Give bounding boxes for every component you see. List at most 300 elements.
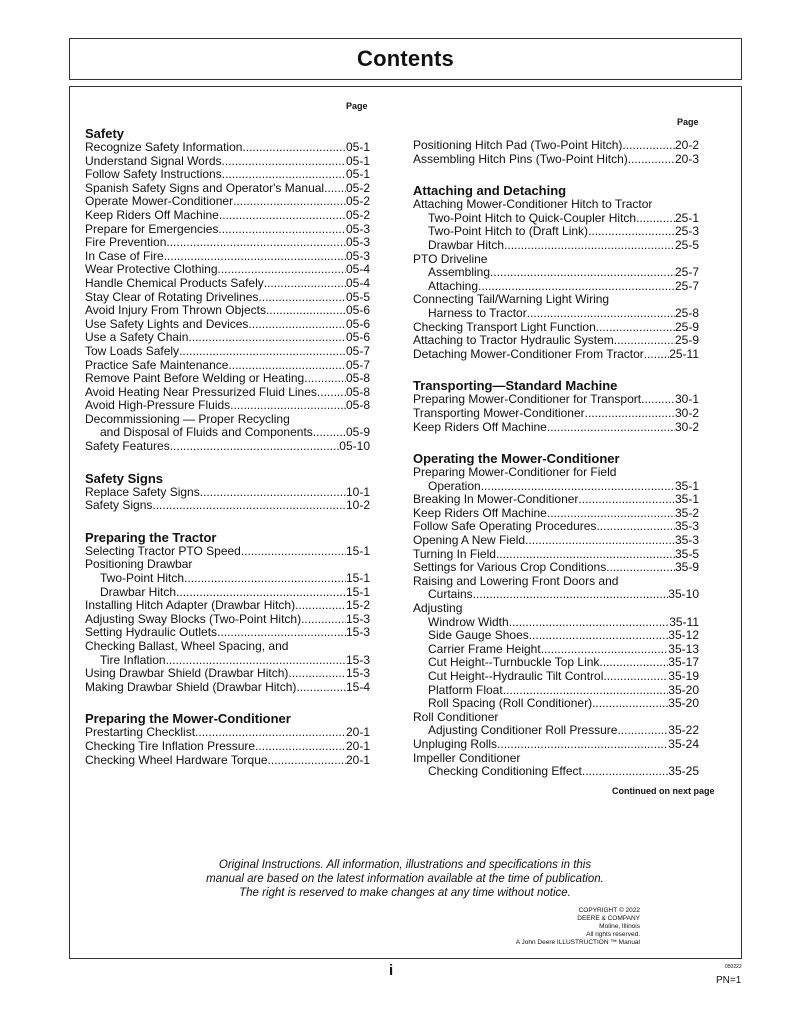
dot-leader	[248, 318, 346, 332]
toc-entry-page: 10-1	[345, 484, 370, 499]
toc-entry-label: Checking Conditioning Effect	[428, 764, 582, 779]
toc-entry[interactable]	[413, 656, 699, 670]
dot-leader	[529, 629, 669, 643]
copyright-block	[480, 907, 640, 947]
toc-entry-label: Replace Safety Signs	[85, 484, 200, 499]
toc-entry-page: 05-10	[339, 439, 370, 454]
toc-entry-page: 05-2	[345, 194, 370, 209]
page-title: Contents	[357, 46, 454, 71]
toc-entry-label: Remove Paint Before Welding or Heating	[85, 371, 305, 386]
toc-entry[interactable]	[413, 293, 699, 307]
section-gap	[85, 513, 370, 530]
toc-entry[interactable]	[413, 321, 699, 335]
dot-leader	[622, 139, 675, 153]
toc-entry-label: Cut Height--Turnbuckle Top Link	[428, 655, 600, 670]
disclaimer-line: Original Instructions. All information, illustrations and specifications in this	[218, 859, 592, 871]
toc-entry[interactable]	[413, 493, 699, 507]
toc-entry[interactable]	[413, 588, 699, 602]
toc-entry-label: Settings for Various Crop Conditions	[413, 560, 607, 575]
toc-entry-label: Wear Protective Clothing	[85, 262, 218, 277]
dot-leader	[233, 195, 346, 209]
toc-entry-label: Checking Wheel Hardware Torque	[85, 752, 268, 767]
toc-entry[interactable]	[85, 654, 370, 668]
toc-entry-label: In Case of Fire	[85, 248, 164, 263]
toc-entry[interactable]	[413, 348, 699, 362]
dot-leader	[644, 348, 669, 362]
toc-entry-page: 05-8	[345, 384, 370, 399]
toc-entry[interactable]	[85, 304, 370, 318]
dot-leader	[641, 393, 675, 407]
toc-entry-page: 35-20	[668, 696, 699, 711]
toc-entry-label: Cut Height--Hydraulic Tilt Control	[428, 669, 604, 683]
toc-entry-label: Decommissioning — Proper Recycling	[85, 411, 290, 426]
section-title: Attaching and Detaching	[413, 183, 567, 199]
dot-leader	[527, 307, 675, 321]
dot-leader	[179, 345, 346, 359]
toc-entry-label: Checking Ballast, Wheel Spacing, and	[85, 639, 289, 653]
copyright-line: Moline, Illinois	[599, 923, 640, 930]
toc-entry[interactable]	[413, 393, 699, 407]
dot-leader	[547, 507, 675, 521]
dot-leader	[219, 209, 346, 223]
toc-entry[interactable]	[85, 413, 370, 427]
toc-entry-label: Unpluging Rolls	[413, 736, 498, 751]
toc-entry-label: Safety Signs	[85, 498, 153, 513]
toc-entry-label: Attaching Mower-Conditioner Hitch to Tractor	[413, 197, 653, 212]
toc-entry-label: Follow Safe Operating Procedures	[413, 519, 597, 534]
dot-leader	[164, 250, 346, 264]
toc-entry[interactable]	[85, 386, 370, 400]
toc-entry-label: Recognize Safety Information	[85, 140, 243, 154]
dot-leader	[222, 155, 346, 169]
dot-leader	[230, 399, 346, 413]
toc-entry[interactable]	[85, 263, 370, 277]
toc-entry-page: 05-7	[345, 357, 370, 372]
section-title: Safety	[85, 126, 125, 141]
toc-entry-page: 30-2	[674, 419, 699, 434]
toc-entry-page: 35-3	[674, 519, 699, 534]
dot-leader	[288, 667, 346, 681]
toc-entry[interactable]	[413, 697, 699, 711]
toc-entry[interactable]	[85, 572, 370, 586]
dot-leader	[582, 765, 668, 779]
toc-entry[interactable]	[413, 643, 699, 657]
toc-entry-label: Stay Clear of Rotating Drivelines	[85, 289, 259, 304]
dot-leader	[592, 697, 668, 711]
dot-leader	[200, 486, 346, 500]
toc-entry[interactable]	[85, 681, 370, 695]
dot-leader	[176, 586, 346, 600]
toc-entry-page: 35-9	[674, 560, 699, 575]
toc-entry[interactable]	[413, 407, 699, 421]
dot-leader	[599, 656, 668, 670]
disclaimer-line: manual are based on the latest information available at the time of publication.	[206, 873, 604, 885]
toc-entry-page: 15-3	[345, 625, 370, 640]
toc-entry-label: Keep Riders Off Machine	[413, 505, 547, 520]
toc-entry-label: Avoid Injury From Thrown Objects	[85, 303, 266, 318]
toc-entry[interactable]	[413, 212, 699, 226]
toc-entry-label: Avoid High-Pressure Fluids	[85, 398, 231, 413]
dot-leader	[296, 681, 346, 695]
toc-entry-page: 15-1	[345, 584, 370, 599]
toc-entry-label: Transporting Mower-Conditioner	[413, 405, 585, 420]
toc-entry[interactable]	[413, 575, 699, 589]
toc-entry-label: Curtains	[428, 587, 473, 602]
toc-entry-label: Two-Point Hitch to Quick-Coupler Hitch	[428, 210, 637, 225]
toc-entry[interactable]	[85, 372, 370, 386]
toc-entry[interactable]	[413, 602, 699, 616]
copyright-line: DEERE & COMPANY	[577, 915, 640, 922]
toc-entry[interactable]	[413, 280, 699, 294]
toc-entry-page: 30-1	[674, 392, 699, 407]
toc-entry-page: 15-2	[345, 598, 370, 613]
section-gap	[413, 166, 699, 183]
toc-entry-page: 20-3	[674, 151, 699, 166]
toc-entry-label: Checking Transport Light Function	[413, 319, 596, 334]
toc-entry-page: 30-2	[674, 405, 699, 420]
copyright-line: A John Deere ILLUSTRUCTION ™ Manual	[515, 939, 640, 946]
toc-entry-label: Adjusting	[413, 601, 463, 616]
dot-leader	[509, 616, 670, 630]
toc-entry[interactable]	[413, 198, 699, 212]
doc-code: 050222	[725, 964, 742, 970]
toc-entry-page: 05-2	[345, 207, 370, 222]
toc-entry[interactable]	[413, 684, 699, 698]
dot-leader	[481, 480, 675, 494]
toc-entry-page: 25-9	[674, 333, 699, 348]
section-gap	[85, 454, 370, 471]
toc-entry-label: Carrier Frame Height	[428, 641, 541, 656]
dot-leader	[218, 263, 346, 277]
toc-entry[interactable]	[413, 466, 699, 480]
dot-leader	[636, 212, 675, 226]
toc-entry[interactable]	[85, 223, 370, 237]
toc-entry[interactable]	[413, 670, 699, 684]
toc-entry-label: Installing Hitch Adapter (Drawbar Hitch)	[85, 598, 296, 613]
toc-entry-label: Avoid Heating Near Pressurized Fluid Lines	[85, 384, 317, 399]
toc-entry[interactable]	[85, 359, 370, 373]
toc-entry-label: Raising and Lowering Front Doors and	[413, 573, 619, 588]
toc-entry-label: Use Safety Lights and Devices	[85, 316, 249, 331]
toc-entry-label: Roll Spacing (Roll Conditioner)	[428, 696, 593, 711]
toc-entry-label: Connecting Tail/Warning Light Wiring	[413, 292, 610, 307]
toc-entry-label: Keep Riders Off Machine	[413, 419, 547, 434]
toc-entry[interactable]	[85, 754, 370, 768]
continued-note: Continued on next page	[612, 786, 715, 796]
toc-entry-page: 15-3	[345, 611, 370, 626]
toc-entry-label: Operate Mower-Conditioner	[85, 194, 234, 209]
dot-leader	[473, 588, 669, 602]
toc-entry-label: Detaching Mower-Conditioner From Tractor	[413, 346, 644, 361]
toc-entry-page: 35-12	[668, 628, 699, 643]
toc-entry-label: Assembling	[428, 265, 491, 280]
toc-entry-label: Turning In Field	[413, 546, 496, 561]
dot-leader	[268, 754, 346, 768]
copyright-line: All rights reserved.	[586, 931, 640, 938]
toc-entry-page: 25-8	[674, 305, 699, 320]
dot-leader	[525, 534, 675, 548]
dot-leader	[255, 740, 346, 754]
toc-entry-label: Two-Point Hitch to (Draft Link)	[428, 224, 589, 239]
toc-entry[interactable]	[85, 291, 370, 305]
section-gap	[413, 361, 699, 378]
toc-entry-page: 15-1	[345, 571, 370, 586]
dot-leader	[241, 545, 346, 559]
dot-leader	[218, 223, 346, 237]
toc-entry-page: 35-11	[669, 614, 699, 629]
dot-leader	[588, 225, 675, 239]
dot-leader	[184, 572, 346, 586]
toc-entry[interactable]	[85, 545, 370, 559]
page-number: i	[389, 962, 394, 979]
toc-entry[interactable]	[85, 486, 370, 500]
toc-entry[interactable]	[413, 480, 699, 494]
toc-entry[interactable]	[85, 640, 370, 654]
toc-entry-page: 15-1	[345, 543, 370, 558]
dot-leader	[547, 421, 675, 435]
toc-entry[interactable]	[85, 440, 370, 454]
toc-entry-page: 05-4	[345, 262, 370, 277]
toc-entry-page: 05-1	[345, 167, 370, 182]
toc-right-column	[413, 139, 699, 779]
toc-entry-label: Handle Chemical Products Safely	[85, 275, 264, 290]
dot-leader	[301, 613, 346, 627]
dot-leader	[228, 359, 346, 373]
toc-entry-label: Drawbar Hitch	[100, 584, 177, 599]
toc-entry[interactable]	[413, 724, 699, 738]
dot-leader	[478, 280, 675, 294]
dot-leader	[242, 141, 346, 155]
dot-leader	[258, 291, 346, 305]
toc-entry[interactable]	[85, 331, 370, 345]
toc-entry[interactable]	[413, 752, 699, 766]
toc-entry-page: 25-1	[674, 210, 699, 225]
toc-entry[interactable]	[85, 586, 370, 600]
toc-entry-page: 05-4	[345, 275, 370, 290]
dot-leader	[628, 153, 675, 167]
toc-entry-label: Drawbar Hitch	[428, 237, 505, 252]
dot-leader	[617, 724, 668, 738]
dot-leader	[541, 643, 669, 657]
toc-entry-label: Adjusting Sway Blocks (Two-Point Hitch)	[85, 611, 302, 626]
toc-entry[interactable]	[85, 726, 370, 740]
dot-leader	[152, 499, 346, 513]
toc-entry-page: 05-7	[345, 343, 370, 358]
dot-leader	[166, 236, 346, 250]
toc-entry-page: 25-5	[674, 237, 699, 252]
dot-leader	[304, 372, 346, 386]
toc-entry-label: Impeller Conditioner	[413, 750, 521, 765]
toc-entry-label: Breaking In Mower-Conditioner	[413, 492, 579, 507]
toc-entry-page: 05-9	[345, 425, 370, 440]
dot-leader	[504, 239, 675, 253]
toc-entry-page: 05-6	[345, 316, 370, 331]
toc-entry-page: 05-5	[345, 289, 370, 304]
toc-entry[interactable]	[413, 239, 699, 253]
toc-entry-page: 25-9	[674, 319, 699, 334]
disclaimer-line: The right is reserved to make changes at any time without notice.	[239, 887, 571, 899]
toc-entry-label: Windrow Width	[428, 614, 509, 629]
dot-leader	[503, 684, 669, 698]
toc-entry-page: 35-10	[668, 587, 699, 602]
page-column-header-left: Page	[346, 101, 368, 111]
toc-entry[interactable]	[413, 507, 699, 521]
toc-entry-page: 35-22	[668, 723, 699, 738]
toc-entry-page: 25-3	[674, 224, 699, 239]
dot-leader	[295, 599, 346, 613]
section-title: Preparing the Tractor	[85, 529, 217, 545]
dot-leader	[596, 321, 675, 335]
toc-entry-page: 35-17	[668, 655, 699, 670]
section-title: Safety Signs	[85, 470, 164, 486]
toc-entry-label: Opening A New Field	[413, 533, 526, 548]
toc-entry-label: Keep Riders Off Machine	[85, 207, 219, 222]
toc-entry-label: Tow Loads Safely	[85, 343, 180, 358]
toc-entry-page: 20-2	[674, 138, 699, 152]
toc-entry[interactable]	[85, 740, 370, 754]
dot-leader	[217, 626, 346, 640]
toc-entry[interactable]	[85, 277, 370, 291]
title-box	[69, 38, 742, 80]
toc-entry-page: 25-11	[669, 346, 699, 361]
toc-entry-label: Fire Prevention	[85, 235, 167, 250]
toc-entry[interactable]	[85, 209, 370, 223]
toc-entry-page: 35-19	[668, 669, 699, 683]
toc-entry-page: 20-1	[345, 752, 370, 767]
toc-entry[interactable]	[413, 520, 699, 534]
dot-leader	[222, 168, 346, 182]
dot-leader	[170, 440, 340, 454]
toc-entry-page: 05-3	[345, 248, 370, 263]
toc-entry[interactable]	[85, 345, 370, 359]
toc-entry-label: Using Drawbar Shield (Drawbar Hitch)	[85, 666, 289, 681]
toc-entry-label: Operation	[428, 478, 481, 493]
toc-entry[interactable]	[85, 599, 370, 613]
dot-leader	[496, 548, 675, 562]
dot-leader	[313, 426, 346, 440]
toc-entry[interactable]	[413, 629, 699, 643]
toc-entry-label: Positioning Drawbar	[85, 557, 193, 572]
toc-entry-page: 35-5	[674, 546, 699, 561]
toc-entry[interactable]	[413, 421, 699, 435]
toc-entry[interactable]	[413, 711, 699, 725]
toc-entry[interactable]	[413, 225, 699, 239]
toc-entry-label: Spanish Safety Signs and Operator's Manual	[85, 180, 325, 195]
dot-leader	[264, 277, 346, 291]
toc-entry[interactable]	[85, 182, 370, 196]
toc-entry[interactable]	[85, 168, 370, 182]
toc-entry-label: Use a Safety Chain	[85, 330, 189, 345]
toc-left-column	[85, 126, 370, 767]
toc-entry-label: Preparing Mower-Conditioner for Transport	[413, 392, 642, 407]
toc-entry-page: 05-8	[345, 398, 370, 413]
toc-entry[interactable]	[413, 139, 699, 153]
toc-entry[interactable]	[413, 616, 699, 630]
toc-entry-page: 35-13	[668, 641, 699, 656]
toc-entry-label: Side Gauge Shoes	[428, 628, 529, 643]
toc-entry-label: Two-Point Hitch	[100, 571, 185, 586]
dot-leader	[578, 493, 675, 507]
toc-entry[interactable]	[85, 426, 370, 440]
toc-entry[interactable]	[413, 765, 699, 779]
toc-entry[interactable]	[413, 738, 699, 752]
toc-entry-label: Positioning Hitch Pad (Two-Point Hitch)	[413, 138, 623, 152]
toc-entry[interactable]	[413, 307, 699, 321]
toc-entry-page: 35-25	[668, 764, 699, 779]
toc-entry[interactable]	[85, 558, 370, 572]
toc-entry[interactable]	[85, 318, 370, 332]
toc-entry[interactable]	[85, 250, 370, 264]
toc-entry[interactable]	[85, 399, 370, 413]
section-title: Transporting—Standard Machine	[413, 378, 618, 394]
toc-entry[interactable]	[413, 561, 699, 575]
toc-entry-page: 20-1	[345, 738, 370, 753]
toc-entry-page: 05-3	[345, 235, 370, 250]
dot-leader	[497, 738, 668, 752]
toc-entry[interactable]	[85, 155, 370, 169]
toc-entry-page: 05-6	[345, 330, 370, 345]
toc-entry-page: 05-8	[345, 371, 370, 386]
toc-entry-page: 35-3	[674, 533, 699, 548]
dot-leader	[166, 654, 346, 668]
toc-entry[interactable]	[85, 195, 370, 209]
toc-entry-label: Selecting Tractor PTO Speed	[85, 543, 241, 558]
toc-entry[interactable]	[85, 141, 370, 155]
dot-leader	[596, 520, 675, 534]
toc-entry-label: Attaching to Tractor Hydraulic System	[413, 333, 614, 348]
toc-entry-page: 05-6	[345, 303, 370, 318]
section-gap	[85, 694, 370, 711]
pn-label: PN=1	[716, 975, 742, 986]
toc-entry-label: Attaching	[428, 278, 479, 293]
dot-leader	[266, 304, 346, 318]
toc-entry-page: 15-4	[345, 679, 370, 694]
toc-entry-label: Checking Tire Inflation Pressure	[85, 738, 256, 753]
dot-leader	[188, 331, 346, 345]
dot-leader	[195, 726, 346, 740]
toc-entry[interactable]	[413, 253, 699, 267]
toc-entry-label: PTO Driveline	[413, 251, 488, 266]
toc-entry[interactable]	[413, 534, 699, 548]
toc-entry-label: Tire Inflation	[100, 652, 166, 667]
toc-entry-page: 05-2	[345, 180, 370, 195]
toc-entry[interactable]	[413, 153, 699, 167]
toc-entry-page: 35-1	[674, 492, 699, 507]
toc-entry-page: 25-7	[674, 278, 699, 293]
toc-entry[interactable]	[85, 499, 370, 513]
toc-entry-page: 35-1	[674, 478, 699, 493]
toc-entry[interactable]	[413, 334, 699, 348]
toc-entry[interactable]	[413, 266, 699, 280]
toc-entry-page: 35-2	[674, 505, 699, 520]
toc-entry-page: 05-1	[345, 140, 370, 154]
toc-entry-page: 15-3	[345, 666, 370, 681]
toc-entry-page: 15-3	[345, 652, 370, 667]
dot-leader	[490, 266, 675, 280]
toc-entry-label: Making Drawbar Shield (Drawbar Hitch)	[85, 679, 297, 694]
toc-entry[interactable]	[413, 548, 699, 562]
section-gap	[413, 434, 699, 451]
toc-entry[interactable]	[85, 613, 370, 627]
page-column-header-right: Page	[677, 117, 699, 127]
toc-entry-page: 35-20	[668, 682, 699, 697]
dot-leader	[606, 561, 675, 575]
toc-entry-label: Prepare for Emergencies	[85, 221, 219, 236]
toc-entry[interactable]	[85, 236, 370, 250]
toc-entry[interactable]	[85, 626, 370, 640]
toc-entry[interactable]	[85, 667, 370, 681]
toc-entry-page: 35-24	[668, 736, 699, 751]
